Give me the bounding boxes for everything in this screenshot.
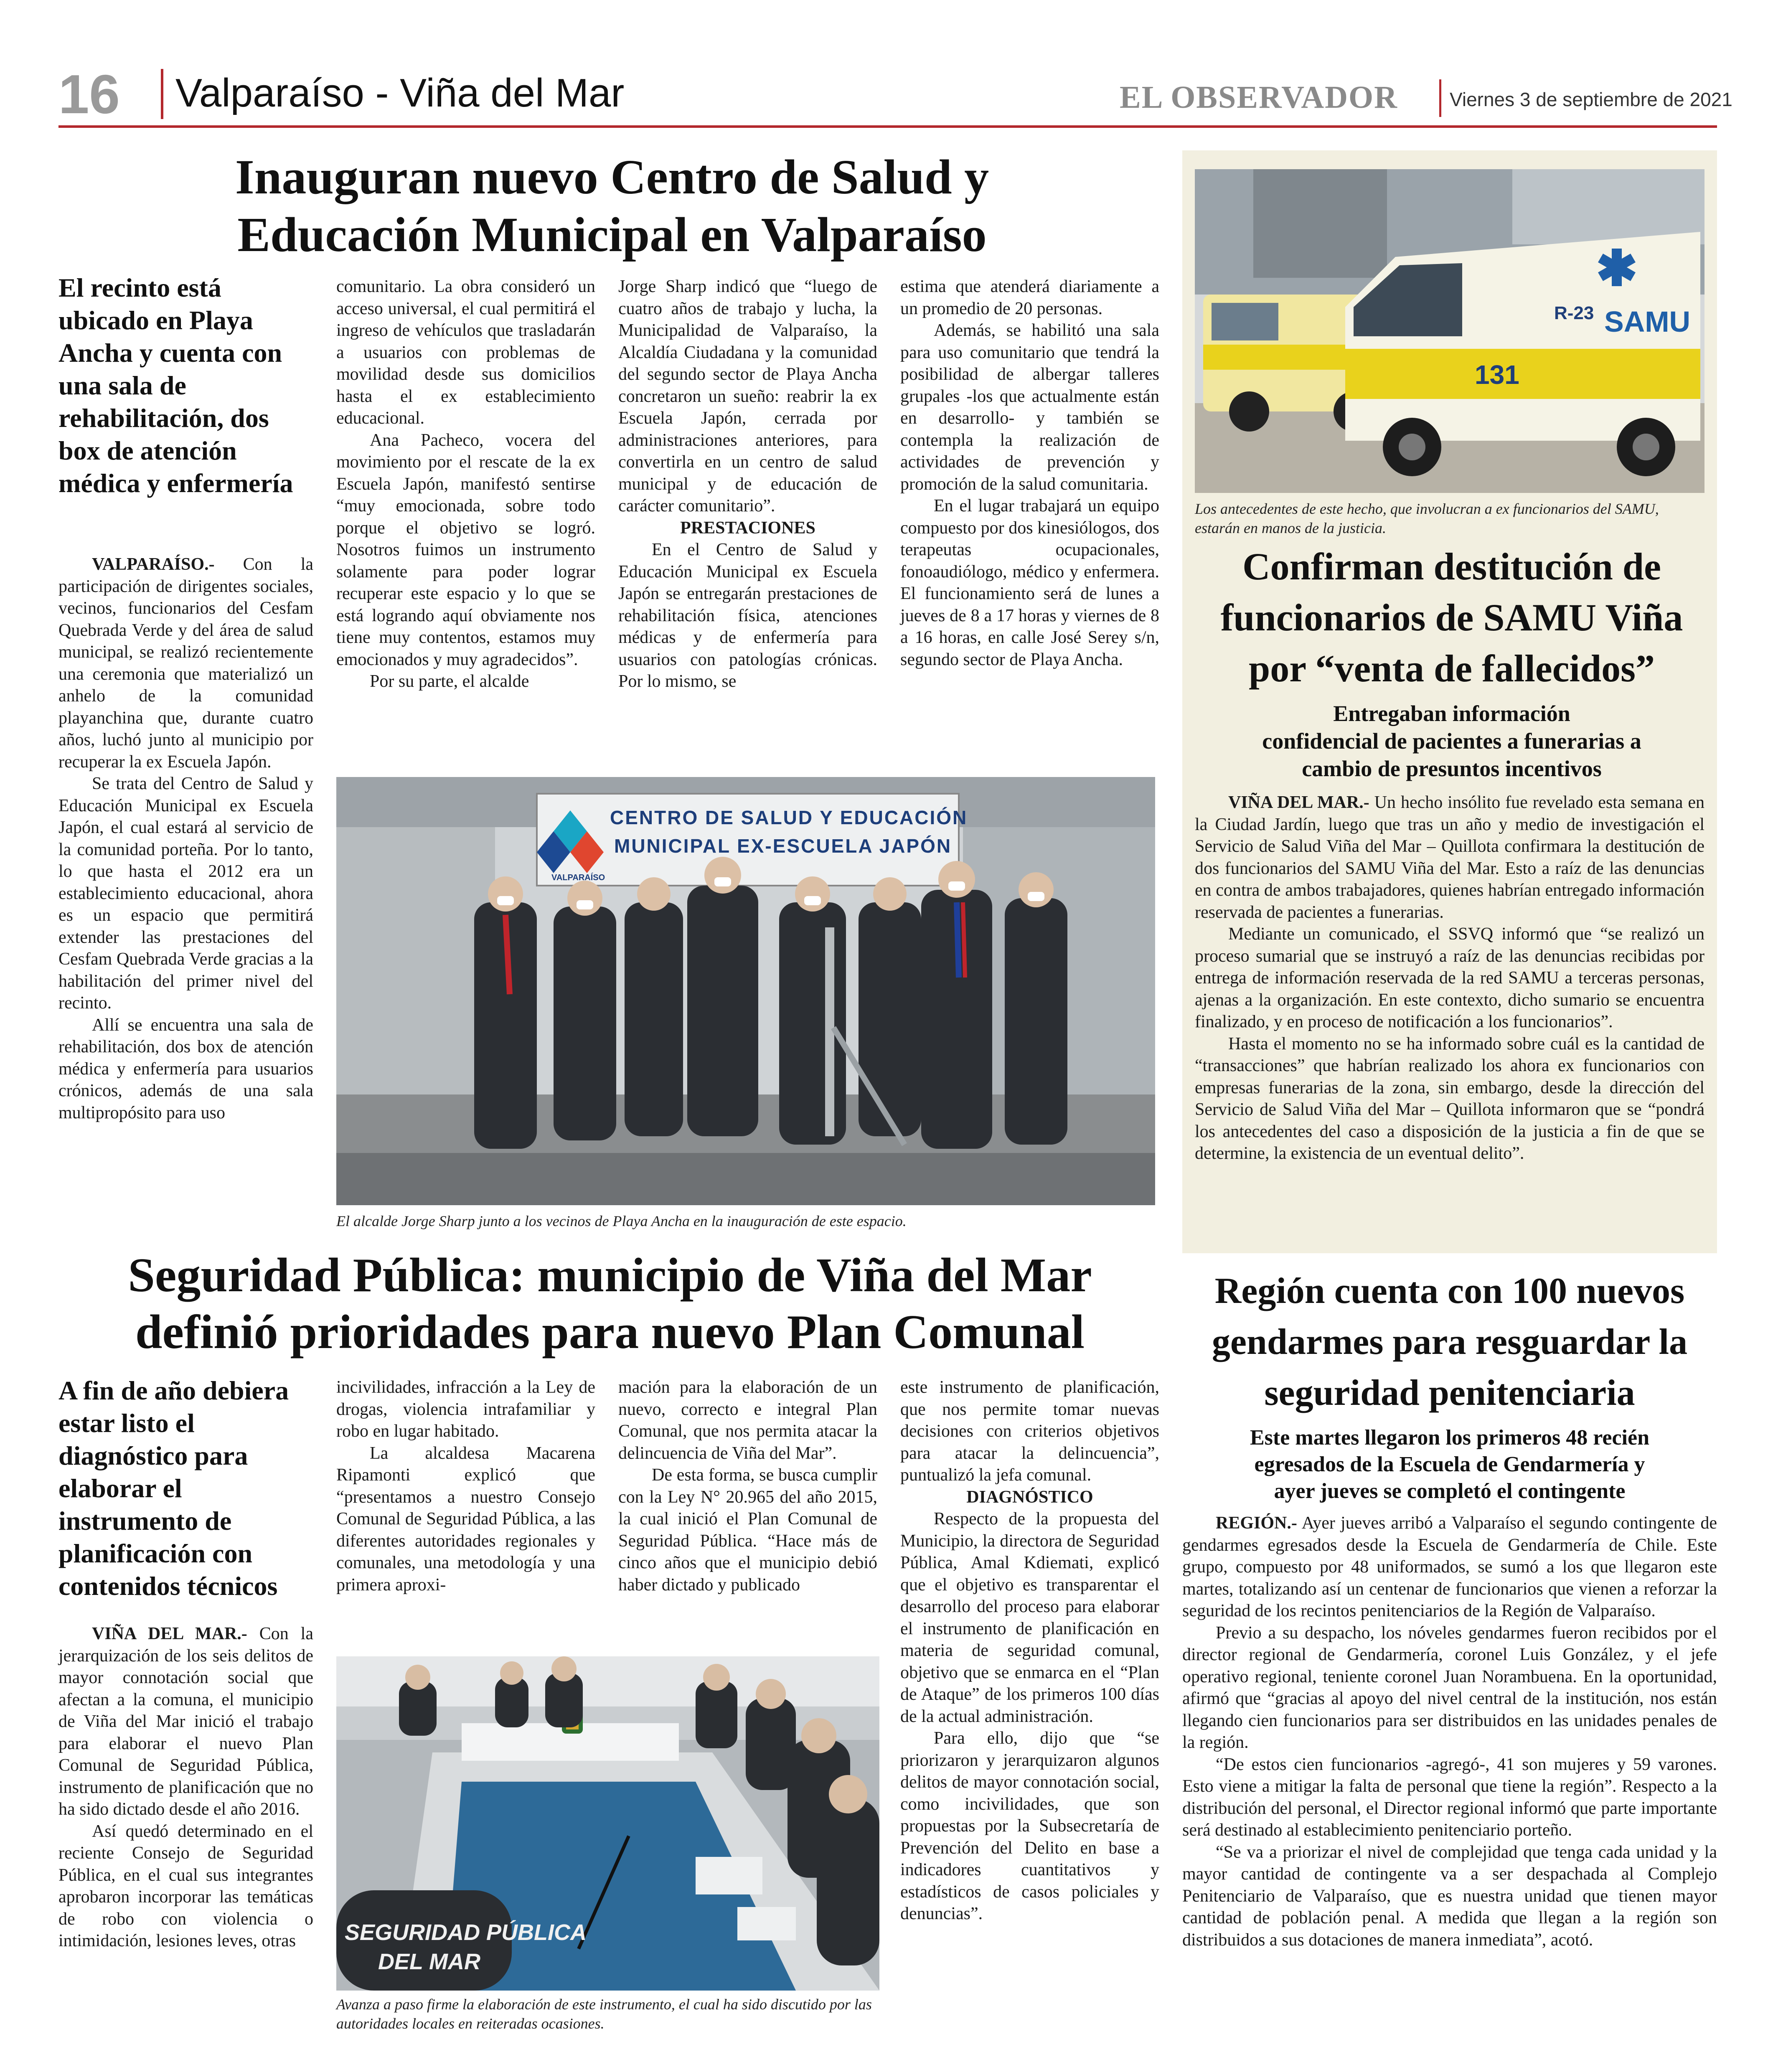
article1-subhead-prestaciones: PRESTACIONES bbox=[680, 518, 815, 538]
article1-col4-p1: estima que atenderá diariamente a un promedio de 20 personas. bbox=[900, 277, 1159, 318]
article1-col2-p3: Por su parte, el alcalde bbox=[370, 672, 529, 691]
article4-p4: “Se va a priorizar el nivel de complejidad que tenga cada unidad y la mayor cantidad de contingente va a ser despachada al Complejo Penitenciario de Valparaíso, que es nuestra unidad que tienen mayor cantidad de población penal. A medida que llegan a la región son distribuidos a sus dotaciones de manera inmediata”, acotó. bbox=[1182, 1842, 1717, 1950]
article4-headline-line1: Región cuenta con 100 nuevos bbox=[1214, 1271, 1685, 1311]
page-number: 16 bbox=[58, 63, 120, 125]
article3-deck-line2: confidencial de pacientes a funerarias a bbox=[1262, 729, 1641, 754]
article1-col3-p2: En el Centro de Salud y Educación Municipal ex Escuela Japón se entregarán prestaciones de rehabilitación física, atenciones médicas y de enfermería para usuarios con patologías crónicas. Por lo mismo, se bbox=[618, 540, 877, 691]
issue-date: Viernes 3 de septiembre de 2021 bbox=[1450, 89, 1732, 110]
ambulance-plate: R-23 bbox=[1554, 303, 1594, 323]
council-meeting-photo bbox=[336, 1656, 879, 1991]
article2-headline bbox=[58, 1247, 1161, 1361]
article2-col2 bbox=[336, 1376, 595, 1596]
article4-dateline: REGIÓN.- bbox=[1216, 1513, 1297, 1533]
photo-sign-line2: MUNICIPAL EX-ESCUELA JAPÓN bbox=[614, 835, 952, 857]
masthead: EL OBSERVADOR bbox=[1120, 80, 1398, 115]
article4-headline-line2: gendarmes para resguardar la bbox=[1212, 1322, 1688, 1362]
article2-subhead-diagnostico: DIAGNÓSTICO bbox=[966, 1487, 1093, 1507]
article1-col1-p1: Con la participación de dirigentes sociales, vecinos, funcionarios del Cesfam Quebrada Verde y del área de salud municipal, se realizó recientemente una ceremonia que materializó un anhelo de la comunidad playanchina que, durante cuatro años, luchó junto al municipio por recuperar la ex Escuela Japón. bbox=[58, 555, 314, 772]
article4-deck-line2: egresados de la Escuela de Gendarmería y bbox=[1254, 1452, 1645, 1476]
article3-deck-line3: cambio de presuntos incentivos bbox=[1302, 756, 1602, 781]
council-meeting-photo-caption: Avanza a paso firme la elaboración de este instrumento, el cual ha sido discutido por las autoridades locales en reiteradas ocasiones. bbox=[336, 1996, 872, 2032]
article1-col2-p1: comunitario. La obra consideró un acceso universal, el cual permitirá el ingreso de vehículos que trasladarán a usuarios con problemas de movilidad desde sus domicilios hasta el ex establecimiento educacional. bbox=[336, 277, 595, 428]
article3-p3: Hasta el momento no se ha informado sobre cuál es la cantidad de “transacciones” que habrían realizado los ahora ex funcionarios con empresas funerarias de la zona, sin embargo, desde la dirección del Servicio de Salud Viña del Mar – Quillota informaron que se “pondrá los antecedentes del caso a disposición de la justicia a fin de que se determine, la existencia de un eventual delito”. bbox=[1195, 1034, 1704, 1163]
header-divider bbox=[161, 69, 163, 119]
article1-col4-p3: En el lugar trabajará un equipo compuesto por dos kinesiólogos, dos terapeutas ocupacionales, fonoaudiólogo, médico y enfermera. El funcionamiento será de lunes a jueves de 8 a 17 horas y viernes de 8 a 16 horas, en calle José Serey s/n, segundo sector de Playa Ancha. bbox=[900, 496, 1159, 669]
article3-p1: Un hecho insólito fue revelado esta semana en la Ciudad Jardín, luego que tras un año y medio de investigación el Servicio de Salud Viña del Mar – Quillota confirmara la destitución de dos funcionarios del SAMU Viña del Mar. Esto a raíz de las denuncias en contra de ambos trabajadores, quienes habrían entregado información reservada de pacientes a funerarias. bbox=[1195, 793, 1704, 922]
article3-headline-line3: por “venta de fallecidos” bbox=[1249, 647, 1655, 690]
photo-jacket-line1: SEGURIDAD PÚBLICA bbox=[345, 1920, 587, 1945]
photo-jacket-line2: DEL MAR bbox=[378, 1949, 481, 1974]
article3-p2: Mediante un comunicado, el SSVQ informó que “se realizó un proceso sumarial que se instruyó a raíz de las denuncias recibidas por entrega de información reservada de la red SAMU a terceras personas, ajenas a la organización. En este contexto, dicho sumario se encuentra finalizado, y en proceso de notificación a los funcionarios”. bbox=[1195, 924, 1704, 1031]
article1-col1 bbox=[58, 554, 313, 1124]
article2-col2-p2: La alcaldesa Macarena Ripamonti explicó que “presentamos a nuestro Consejo Comunal de Seguridad Pública, a las diferentes autoridades regionales y comunales, una metodología y una primera aproxi- bbox=[336, 1443, 595, 1595]
article2-col1-p1: Con la jerarquización de los seis delitos de mayor connotación social que afectan a la comuna, el municipio de Viña del Mar inició el trabajo para elaborar el nuevo Plan Comunal de Seguridad Pública, instrumento de planificación que no ha sido dictado desde el año 2016. bbox=[58, 1624, 313, 1819]
article3-headline-line2: funcionarios de SAMU Viña bbox=[1220, 596, 1683, 639]
article3-body bbox=[1195, 792, 1704, 1165]
article4-p2: Previo a su despacho, los nóveles gendarmes fueron recibidos por el director regional de Gendarmería, coronel Luis González, y el jefe operativo regional, teniente coronel Juan Norambuena. En la oportunidad, afirmó que “gracias al apoyo del nivel central de la institución, nos están llegando cien funcionarios para ser distribuidos en las unidades penales de la región. bbox=[1182, 1623, 1717, 1752]
article2-col1 bbox=[58, 1623, 313, 1952]
article1-headline-line1: Inauguran nuevo Centro de Salud y bbox=[235, 150, 989, 204]
article1-col1-p3: Allí se encuentra una sala de rehabilitación, dos box de atención médica y enfermería para usuarios crónicos, además de una sala multipropósito para uso bbox=[58, 1015, 313, 1122]
front-ambulance-icon bbox=[1345, 232, 1700, 476]
ambulance-label: SAMU bbox=[1604, 305, 1691, 338]
header-rule bbox=[58, 125, 1717, 128]
article4-headline bbox=[1182, 1266, 1717, 1419]
header-divider-small bbox=[1439, 79, 1441, 117]
samu-ambulance-photo bbox=[1195, 169, 1704, 493]
article1-dateline: VALPARAÍSO.- bbox=[92, 555, 215, 574]
section-title: Valparaíso - Viña del Mar bbox=[175, 71, 625, 115]
article2-col3 bbox=[618, 1376, 877, 1596]
inauguration-photo-caption: El alcalde Jorge Sharp junto a los vecinos de Playa Ancha en la inauguración de este espacio. bbox=[336, 1213, 907, 1229]
samu-photo-caption: Los antecedentes de este hecho, que involucran a ex funcionarios del SAMU, estarán en manos de la justicia. bbox=[1195, 500, 1659, 536]
article4-p1: Ayer jueves arribó a Valparaíso el segundo contingente de gendarmes egresados desde la Escuela de Gendarmería de Chile. Este grupo, compuesto por 48 uniformados, se sumó a los que llegaron este martes, totalizando así un centenar de funcionarios que vienen a reforzar la seguridad de los recintos penitenciarios de la Región de Valparaíso. bbox=[1182, 1513, 1717, 1620]
photo-sign-line1: CENTRO DE SALUD Y EDUCACIÓN bbox=[610, 807, 968, 828]
article2-headline-line1: Seguridad Pública: municipio de Viña del Mar bbox=[128, 1249, 1092, 1302]
article2-headline-line2: definió prioridades para nuevo Plan Comunal bbox=[135, 1305, 1085, 1359]
article3-headline-line1: Confirman destitución de bbox=[1242, 545, 1661, 588]
article2-col1-p2: Así quedó determinado en el reciente Consejo de Seguridad Pública, en el cual sus integrantes aprobaron incorporar las temáticas de robo con violencia o intimidación, lesiones leves, otras bbox=[58, 1821, 313, 1950]
article2-col4-p3: Para ello, dijo que “se priorizaron y jerarquizaron algunos delitos de mayor connotación social, como incivilidades, que son propuestas por la Subsecretaría de Prevención del Delito en base a indicadores cuantitativos y estadísticos de casos policiales y denuncias”. bbox=[900, 1729, 1159, 1923]
article1-col2-p2: Ana Pacheco, vocera del movimiento por el rescate de la ex Escuela Japón, manifestó sentirse “muy emocionada, sobre todo porque el objetivo se logró. Nosotros fuimos un instrumento solamente para poder lograr recuperar este espacio y lo que se está logrando aquí obviamente nos tiene muy contentos, estamos muy emocionados y muy agradecidos”. bbox=[336, 430, 595, 669]
article1-col3-p1: Jorge Sharp indicó que “luego de cuatro años de trabajo y lucha, la Municipalidad de Valparaíso, la Alcaldía Ciudadana y la comunidad del segundo sector de Playa Ancha concretaron un sueño: reabrir la ex Escuela Japón, cerrada por administraciones anteriores, para convertirla en un centro de salud municipal y de educación de carácter comunitario”. bbox=[618, 277, 877, 515]
photo-logo-text: VALPARAÍSO bbox=[551, 873, 605, 882]
article1-headline bbox=[125, 148, 1099, 264]
article2-col4 bbox=[900, 1376, 1159, 1925]
article2-col3-p1: mación para la elaboración de un nuevo, correcto e integral Plan Comunal, que nos permita atacar la delincuencia de Viña del Mar”. bbox=[618, 1378, 877, 1463]
article1-col2 bbox=[336, 276, 595, 693]
article4-deck bbox=[1182, 1424, 1717, 1505]
article2-col2-p1: incivilidades, infracción a la Ley de drogas, violencia intrafamiliar y robo en lugar habitado. bbox=[336, 1378, 595, 1441]
article1-kicker: El recinto está ubicado en Playa Ancha y cuenta con una sala de rehabilitación, dos box de atención médica y enfermería bbox=[58, 273, 293, 498]
article2-dateline: VIÑA DEL MAR.- bbox=[92, 1624, 247, 1643]
article4-deck-line3: ayer jueves se completó el contingente bbox=[1274, 1479, 1626, 1503]
article4-p3: “De estos cien funcionarios -agregó-, 41 son mujeres y 59 varones. Esto viene a mitigar la falta de personal que tiene la región”. Respecto a la distribución del personal, el Director regional informó que parte importante será destinado al establecimiento penitenciario porteño. bbox=[1182, 1755, 1717, 1840]
article2-kicker: A fin de año debiera estar listo el diagnóstico para elaborar el instrumento de planificación con contenidos técnicos bbox=[58, 1376, 289, 1601]
ambulance-number: 131 bbox=[1475, 360, 1519, 390]
inauguration-photo bbox=[336, 777, 1155, 1205]
article1-col1-p2: Se trata del Centro de Salud y Educación Municipal ex Escuela Japón, el cual estará al servicio de la comunidad porteña. Por lo tanto, lo que hasta el 2012 era un establecimiento educacional, ahora es un espacio que permitirá extender las prestaciones del Cesfam Quebrada Verde gracias a la habilitación del primer nivel del recinto. bbox=[58, 774, 313, 1013]
article4-deck-line1: Este martes llegaron los primeros 48 recién bbox=[1250, 1426, 1650, 1450]
article3-dateline: VIÑA DEL MAR.- bbox=[1228, 793, 1369, 812]
article4-headline-line3: seguridad penitenciaria bbox=[1264, 1373, 1635, 1413]
article3-deck bbox=[1191, 700, 1713, 782]
article2-col3-p2: De esta forma, se busca cumplir con la Ley N° 20.965 del año 2015, la cual inició el Plan Comunal de Seguridad Pública. “Hace más de cinco años que el municipio debió haber dictado y publicado bbox=[618, 1465, 877, 1595]
article3-headline bbox=[1191, 541, 1713, 694]
article2-col4-p2: Respecto de la propuesta del Municipio, la directora de Seguridad Pública, Amal Kdiemati, explicó que el objetivo es transparentar el desarrollo del proceso para elaborar el instrumento de planificación en materia de seguridad comunal, objetivo que se enmarca en el “Plan de Ataque” de los primeros 100 días de la actual administración. bbox=[900, 1509, 1159, 1726]
article2-col4-p1: este instrumento de planificación, que nos permite tomar nuevas decisiones con criterios objetivos para atacar la delincuencia”, puntualizó la jefa comunal. bbox=[900, 1378, 1159, 1485]
article1-headline-line2: Educación Municipal en Valparaíso bbox=[237, 207, 987, 262]
article1-col4 bbox=[900, 276, 1159, 670]
article1-col4-p2: Además, se habilitó una sala para uso comunitario que tendrá la posibilidad de albergar talleres grupales -los que actualmente están en desarrollo- y también se contempla la realización de actividades de prevención y promoción de la salud comunitaria. bbox=[900, 321, 1159, 494]
article1-col3 bbox=[618, 276, 877, 693]
article3-deck-line1: Entregaban información bbox=[1333, 701, 1570, 726]
article4-body bbox=[1182, 1512, 1717, 1951]
